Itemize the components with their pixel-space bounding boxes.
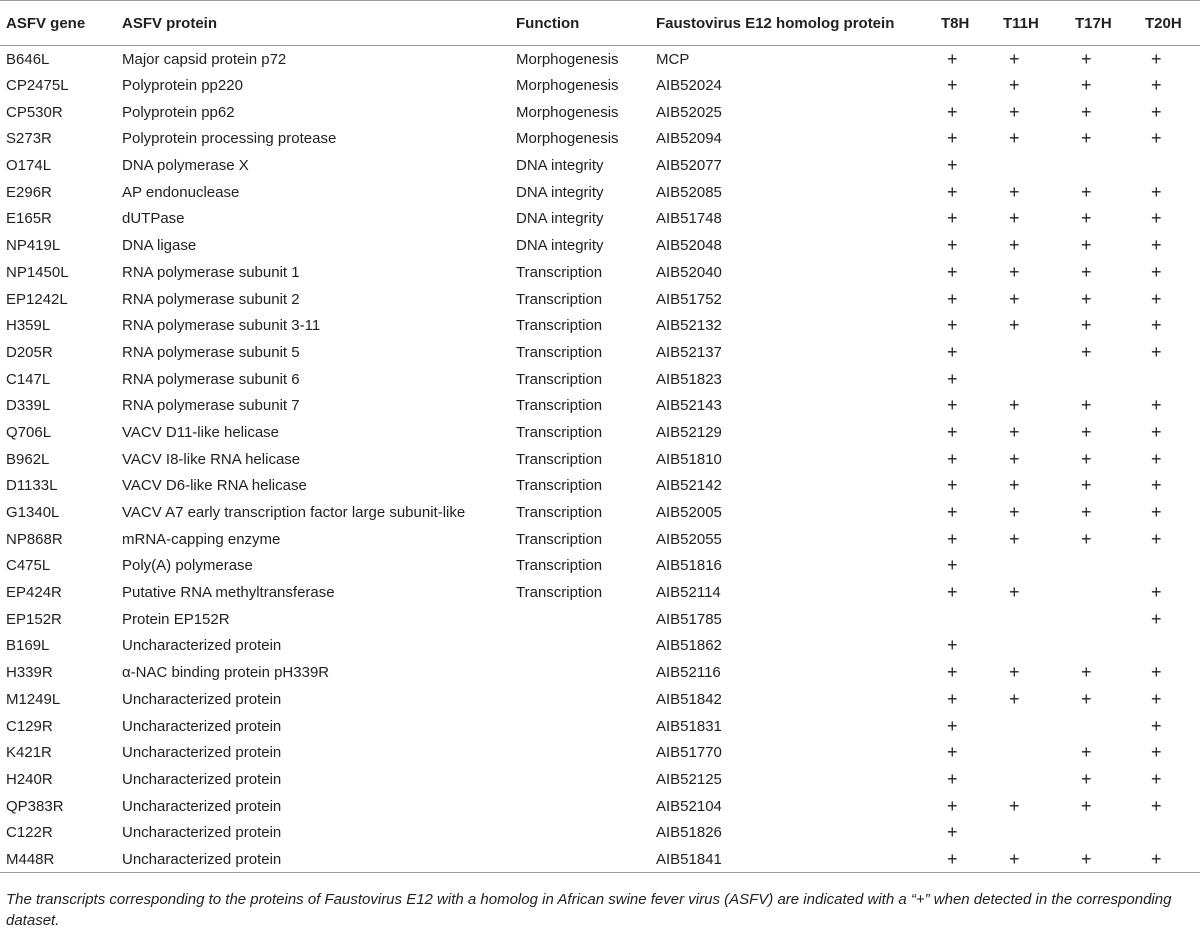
cell-asfv-protein: α-NAC binding protein pH339R (122, 664, 330, 682)
cell-function (510, 659, 650, 686)
cell-t8h: + (947, 582, 958, 603)
cell-t8h: + (947, 288, 958, 309)
cell-asfv-protein: RNA polymerase subunit 2 (122, 290, 300, 308)
cell-t11h (997, 713, 1069, 740)
cell-asfv-gene: Q706L (6, 423, 52, 441)
cell-homolog: AIB52094 (656, 130, 722, 148)
cell-t17h: + (1081, 75, 1092, 96)
header-function: Function (510, 1, 650, 46)
cell-asfv-gene: NP868R (6, 530, 63, 548)
header-asfv-protein: ASFV protein (116, 1, 510, 46)
cell-t20h: + (1151, 75, 1162, 96)
cell-t20h: + (1151, 235, 1162, 256)
cell-t17h: + (1081, 475, 1092, 496)
cell-t20h: + (1151, 101, 1162, 122)
cell-t8h: + (947, 395, 958, 416)
cell-homolog: AIB51810 (656, 450, 722, 468)
cell-asfv-gene: H240R (6, 770, 53, 788)
cell-t20h: + (1151, 395, 1162, 416)
cell-asfv-gene: H339R (6, 664, 53, 682)
header-t11h: T11H (997, 1, 1069, 46)
cell-t20h: + (1151, 688, 1162, 709)
cell-asfv-protein: Uncharacterized protein (122, 797, 282, 815)
cell-t8h: + (947, 795, 958, 816)
table-row (0, 793, 1200, 820)
table-row (0, 819, 1200, 846)
cell-t20h: + (1151, 261, 1162, 282)
cell-t11h (997, 152, 1069, 179)
cell-t20h (1139, 366, 1200, 393)
cell-t8h: + (947, 448, 958, 469)
cell-t20h: + (1151, 742, 1162, 763)
cell-homolog: AIB51826 (656, 824, 722, 842)
cell-t20h: + (1139, 846, 1200, 873)
cell-t8h: + (947, 341, 958, 362)
cell-function (510, 846, 650, 873)
cell-asfv-gene: B169L (6, 637, 50, 655)
cell-t11h: + (1009, 235, 1020, 256)
cell-asfv-protein: Poly(A) polymerase (122, 557, 253, 575)
cell-function: Transcription (516, 423, 603, 441)
cell-t8h: + (947, 48, 958, 69)
cell-asfv-protein: Uncharacterized protein (122, 717, 282, 735)
cell-asfv-gene: EP424R (6, 584, 62, 602)
cell-function: Transcription (516, 343, 603, 361)
cell-t8h: + (947, 688, 958, 709)
cell-function (510, 606, 650, 633)
cell-function (510, 766, 650, 793)
cell-t8h: + (947, 261, 958, 282)
cell-t8h: + (947, 662, 958, 683)
cell-t17h: + (1081, 208, 1092, 229)
cell-asfv-protein: RNA polymerase subunit 5 (122, 343, 300, 361)
table-row (0, 339, 1200, 366)
cell-function: Transcription (516, 584, 603, 602)
table-row (0, 286, 1200, 313)
cell-asfv-gene: NP1450L (6, 263, 69, 281)
cell-asfv-protein: DNA polymerase X (122, 157, 249, 175)
cell-asfv-gene: M1249L (6, 690, 61, 708)
table-body (0, 46, 1200, 873)
cell-asfv-protein: Major capsid protein p72 (122, 50, 287, 68)
cell-t17h: + (1081, 288, 1092, 309)
table-row (0, 392, 1200, 419)
cell-asfv-protein: Polyprotein pp220 (122, 77, 243, 95)
cell-function: Morphogenesis (516, 130, 619, 148)
cell-t20h: + (1151, 181, 1162, 202)
cell-homolog: AIB52040 (656, 263, 722, 281)
cell-t8h: + (947, 822, 958, 843)
cell-asfv-protein: Polyprotein processing protease (122, 130, 337, 148)
cell-asfv-protein: RNA polymerase subunit 1 (122, 263, 300, 281)
cell-asfv-protein: Uncharacterized protein (116, 846, 510, 873)
cell-t17h: + (1081, 528, 1092, 549)
cell-t11h (997, 766, 1069, 793)
cell-t17h (1069, 579, 1139, 606)
cell-t8h: + (947, 528, 958, 549)
cell-t11h: + (1009, 795, 1020, 816)
cell-homolog: AIB52142 (656, 477, 722, 495)
cell-homolog: AIB52132 (656, 317, 722, 335)
cell-function (510, 713, 650, 740)
cell-t11h: + (1009, 528, 1020, 549)
table-row (0, 579, 1200, 606)
cell-t11h: + (1009, 288, 1020, 309)
cell-asfv-gene: E165R (6, 210, 52, 228)
cell-t20h: + (1151, 341, 1162, 362)
cell-t11h (997, 339, 1069, 366)
cell-function: Transcription (516, 370, 603, 388)
cell-t8h: + (947, 101, 958, 122)
cell-asfv-protein: Protein EP152R (122, 610, 230, 628)
cell-function: Transcription (516, 290, 603, 308)
cell-asfv-gene: D1133L (6, 477, 58, 495)
cell-t17h: + (1081, 315, 1092, 336)
cell-function (510, 633, 650, 660)
cell-homolog: AIB52129 (656, 423, 722, 441)
cell-t11h: + (1009, 502, 1020, 523)
table-row (0, 312, 1200, 339)
table-row (0, 206, 1200, 233)
cell-t8h: + (947, 715, 958, 736)
cell-asfv-gene: S273R (6, 130, 52, 148)
cell-asfv-gene: EP1242L (6, 290, 68, 308)
table-row (0, 686, 1200, 713)
cell-t8h: + (947, 368, 958, 389)
cell-t8h: + (947, 555, 958, 576)
cell-t11h: + (1009, 75, 1020, 96)
cell-t20h: + (1151, 795, 1162, 816)
cell-t17h: + (1081, 448, 1092, 469)
cell-t11h: + (1009, 48, 1020, 69)
cell-asfv-gene: EP152R (6, 610, 62, 628)
table-row (0, 766, 1200, 793)
cell-asfv-protein: RNA polymerase subunit 7 (122, 397, 300, 415)
cell-asfv-protein: Putative RNA methyltransferase (122, 584, 335, 602)
header-t8h: T8H (935, 1, 997, 46)
cell-t20h: + (1151, 502, 1162, 523)
cell-t8h: + (947, 208, 958, 229)
cell-homolog: AIB52137 (656, 343, 722, 361)
cell-homolog: AIB52005 (656, 504, 722, 522)
cell-t11h (997, 553, 1069, 580)
cell-t20h: + (1151, 662, 1162, 683)
cell-asfv-protein: Uncharacterized protein (122, 744, 282, 762)
cell-t17h: + (1081, 662, 1092, 683)
cell-function (510, 819, 650, 846)
table-row (0, 259, 1200, 286)
cell-homolog: AIB51841 (650, 846, 935, 873)
cell-homolog: AIB52085 (656, 183, 722, 201)
cell-t8h (935, 606, 997, 633)
table-row (0, 366, 1200, 393)
cell-t8h: + (947, 768, 958, 789)
cell-t11h: + (1009, 662, 1020, 683)
cell-asfv-protein: Polyprotein pp62 (122, 103, 235, 121)
table-row (0, 553, 1200, 580)
cell-t17h: + (1081, 502, 1092, 523)
cell-t11h: + (1009, 128, 1020, 149)
table-row (0, 846, 1200, 873)
header-t20h: T20H (1139, 1, 1200, 46)
cell-t17h (1069, 553, 1139, 580)
cell-asfv-protein: Uncharacterized protein (122, 824, 282, 842)
cell-asfv-protein: DNA ligase (122, 237, 197, 255)
cell-asfv-protein: mRNA-capping enzyme (122, 530, 281, 548)
cell-homolog: AIB51816 (656, 557, 722, 575)
table-row (0, 152, 1200, 179)
cell-asfv-protein: Uncharacterized protein (122, 690, 282, 708)
cell-function: Transcription (516, 504, 603, 522)
cell-asfv-gene: CP2475L (6, 77, 69, 95)
cell-function (510, 739, 650, 766)
header-row (0, 1, 1200, 46)
cell-t20h: + (1151, 448, 1162, 469)
cell-t8h: + (947, 235, 958, 256)
cell-homolog: AIB52114 (656, 584, 721, 602)
cell-t17h: + (1081, 688, 1092, 709)
cell-homolog: AIB52143 (656, 397, 722, 415)
table-row (0, 99, 1200, 126)
cell-t8h: + (935, 846, 997, 873)
cell-homolog: AIB52116 (656, 664, 721, 682)
cell-asfv-gene: NP419L (6, 237, 61, 255)
cell-t17h: + (1081, 768, 1092, 789)
table-row (0, 232, 1200, 259)
cell-asfv-gene: C147L (6, 370, 51, 388)
cell-t8h: + (947, 181, 958, 202)
table-row (0, 126, 1200, 153)
cell-t11h: + (1009, 261, 1020, 282)
cell-t11h (997, 739, 1069, 766)
cell-t17h: + (1081, 128, 1092, 149)
cell-t11h: + (1009, 208, 1020, 229)
cell-t8h: + (947, 475, 958, 496)
cell-t11h: + (1009, 101, 1020, 122)
cell-asfv-protein: RNA polymerase subunit 3-11 (122, 317, 321, 335)
cell-function: Transcription (516, 450, 603, 468)
cell-asfv-gene: D205R (6, 343, 53, 361)
cell-homolog: AIB52077 (656, 157, 722, 175)
cell-function: Transcription (516, 530, 603, 548)
cell-t17h: + (1081, 795, 1092, 816)
table-row (0, 713, 1200, 740)
cell-asfv-gene: C475L (6, 557, 51, 575)
table-row (0, 526, 1200, 553)
cell-asfv-gene: O174L (6, 157, 52, 175)
table-row (0, 633, 1200, 660)
cell-homolog: AIB52048 (656, 237, 722, 255)
cell-homolog: AIB51752 (656, 290, 722, 308)
cell-homolog: AIB51862 (656, 637, 722, 655)
cell-asfv-protein: VACV D6-like RNA helicase (122, 477, 307, 495)
cell-asfv-protein: VACV A7 early transcription factor large subunit-like (122, 504, 466, 522)
table-row (0, 179, 1200, 206)
cell-t8h: + (947, 635, 958, 656)
cell-asfv-gene: QP383R (6, 797, 64, 815)
cell-t20h: + (1151, 128, 1162, 149)
cell-t8h: + (947, 75, 958, 96)
cell-t8h: + (947, 128, 958, 149)
cell-homolog: AIB52025 (656, 103, 722, 121)
cell-function: Transcription (516, 397, 603, 415)
cell-asfv-protein: dUTPase (122, 210, 185, 228)
cell-asfv-gene: D339L (6, 397, 51, 415)
cell-t17h: + (1081, 421, 1092, 442)
cell-asfv-gene: B962L (6, 450, 50, 468)
header-t17h: T17H (1069, 1, 1139, 46)
cell-homolog: AIB51770 (656, 744, 722, 762)
cell-function: DNA integrity (516, 183, 604, 201)
cell-t11h: + (1009, 395, 1020, 416)
cell-t11h (997, 633, 1069, 660)
cell-asfv-gene: H359L (6, 317, 51, 335)
cell-t11h: + (1009, 448, 1020, 469)
cell-t17h: + (1081, 341, 1092, 362)
cell-t17h: + (1081, 181, 1092, 202)
cell-t20h: + (1151, 315, 1162, 336)
cell-homolog: AIB52104 (656, 797, 722, 815)
table-footnote: The transcripts corresponding to the proteins of Faustovirus E12 with a homolog in African swine fever virus (ASFV) are indicated with a “+” when detected in the corresponding dataset. (6, 891, 1172, 929)
cell-t11h (997, 366, 1069, 393)
cell-homolog: AIB52125 (656, 770, 722, 788)
cell-t20h: + (1151, 715, 1162, 736)
cell-function (510, 793, 650, 820)
cell-t17h (1069, 366, 1139, 393)
cell-t11h (997, 819, 1069, 846)
cell-t17h (1069, 152, 1139, 179)
cell-homolog: AIB51748 (656, 210, 722, 228)
cell-t20h: + (1151, 528, 1162, 549)
cell-function: DNA integrity (516, 237, 604, 255)
cell-asfv-gene: CP530R (6, 103, 63, 121)
cell-t17h: + (1069, 846, 1139, 873)
table-row (0, 606, 1200, 633)
cell-t17h: + (1081, 261, 1092, 282)
table-row (0, 659, 1200, 686)
cell-t17h (1069, 819, 1139, 846)
cell-t17h: + (1081, 101, 1092, 122)
cell-t11h: + (1009, 475, 1020, 496)
cell-t20h: + (1151, 48, 1162, 69)
cell-t17h: + (1081, 235, 1092, 256)
cell-function: Transcription (516, 317, 603, 335)
header-asfv-gene: ASFV gene (0, 1, 116, 46)
table-row (0, 446, 1200, 473)
cell-asfv-protein: VACV I8-like RNA helicase (122, 450, 301, 468)
cell-function (510, 686, 650, 713)
header-faustovirus-homolog: Faustovirus E12 homolog protein (650, 1, 935, 46)
cell-function: DNA integrity (516, 210, 604, 228)
cell-asfv-gene: K421R (6, 744, 52, 762)
cell-homolog: AIB52055 (656, 530, 722, 548)
cell-function: Transcription (516, 477, 603, 495)
cell-t20h: + (1151, 475, 1162, 496)
cell-t20h: + (1151, 288, 1162, 309)
cell-t20h (1139, 152, 1200, 179)
cell-t17h: + (1081, 395, 1092, 416)
cell-t17h (1069, 713, 1139, 740)
cell-t11h: + (997, 846, 1069, 873)
cell-t8h: + (947, 742, 958, 763)
table-row (0, 419, 1200, 446)
cell-homolog: AIB51831 (656, 717, 722, 735)
cell-homolog: AIB52024 (656, 77, 722, 95)
cell-asfv-gene: C129R (6, 717, 53, 735)
cell-t8h: + (947, 502, 958, 523)
cell-t20h: + (1151, 582, 1162, 603)
cell-asfv-protein: RNA polymerase subunit 6 (122, 370, 300, 388)
table-row (0, 499, 1200, 526)
cell-t8h: + (947, 315, 958, 336)
cell-homolog: MCP (656, 50, 690, 68)
cell-function: Transcription (516, 557, 603, 575)
cell-asfv-protein: Uncharacterized protein (122, 770, 282, 788)
cell-asfv-protein: VACV D11-like helicase (122, 423, 280, 441)
cell-asfv-protein: Uncharacterized protein (122, 637, 282, 655)
table-row (0, 72, 1200, 99)
cell-asfv-protein: AP endonuclease (122, 183, 240, 201)
cell-homolog: AIB51842 (656, 690, 722, 708)
cell-t17h (1069, 606, 1139, 633)
cell-homolog: AIB51823 (656, 370, 722, 388)
cell-t20h: + (1151, 421, 1162, 442)
cell-t20h (1139, 819, 1200, 846)
table-row (0, 739, 1200, 766)
cell-asfv-gene: M448R (0, 846, 116, 873)
cell-function: Morphogenesis (516, 77, 619, 95)
cell-t20h (1139, 553, 1200, 580)
cell-function: Morphogenesis (516, 50, 619, 68)
cell-function: Morphogenesis (516, 103, 619, 121)
cell-t20h: + (1151, 608, 1162, 629)
cell-t11h: + (1009, 582, 1020, 603)
cell-asfv-gene: G1340L (6, 504, 60, 522)
cell-t17h: + (1081, 48, 1092, 69)
cell-t11h (997, 606, 1069, 633)
cell-t11h: + (1009, 315, 1020, 336)
cell-t17h (1069, 633, 1139, 660)
cell-homolog: AIB51785 (656, 610, 722, 628)
cell-asfv-gene: C122R (6, 824, 53, 842)
table-row (0, 473, 1200, 500)
cell-t17h: + (1081, 742, 1092, 763)
cell-t8h: + (947, 421, 958, 442)
table-row (0, 46, 1200, 73)
cell-t11h: + (1009, 421, 1020, 442)
cell-function: Transcription (516, 263, 603, 281)
cell-asfv-gene: B646L (6, 50, 50, 68)
cell-function: DNA integrity (516, 157, 604, 175)
cell-t20h: + (1151, 208, 1162, 229)
cell-t11h: + (1009, 181, 1020, 202)
cell-asfv-gene: E296R (6, 183, 52, 201)
cell-t20h: + (1151, 768, 1162, 789)
table-header (0, 1, 1200, 46)
cell-t11h: + (1009, 688, 1020, 709)
cell-t20h (1139, 633, 1200, 660)
cell-t8h: + (947, 155, 958, 176)
